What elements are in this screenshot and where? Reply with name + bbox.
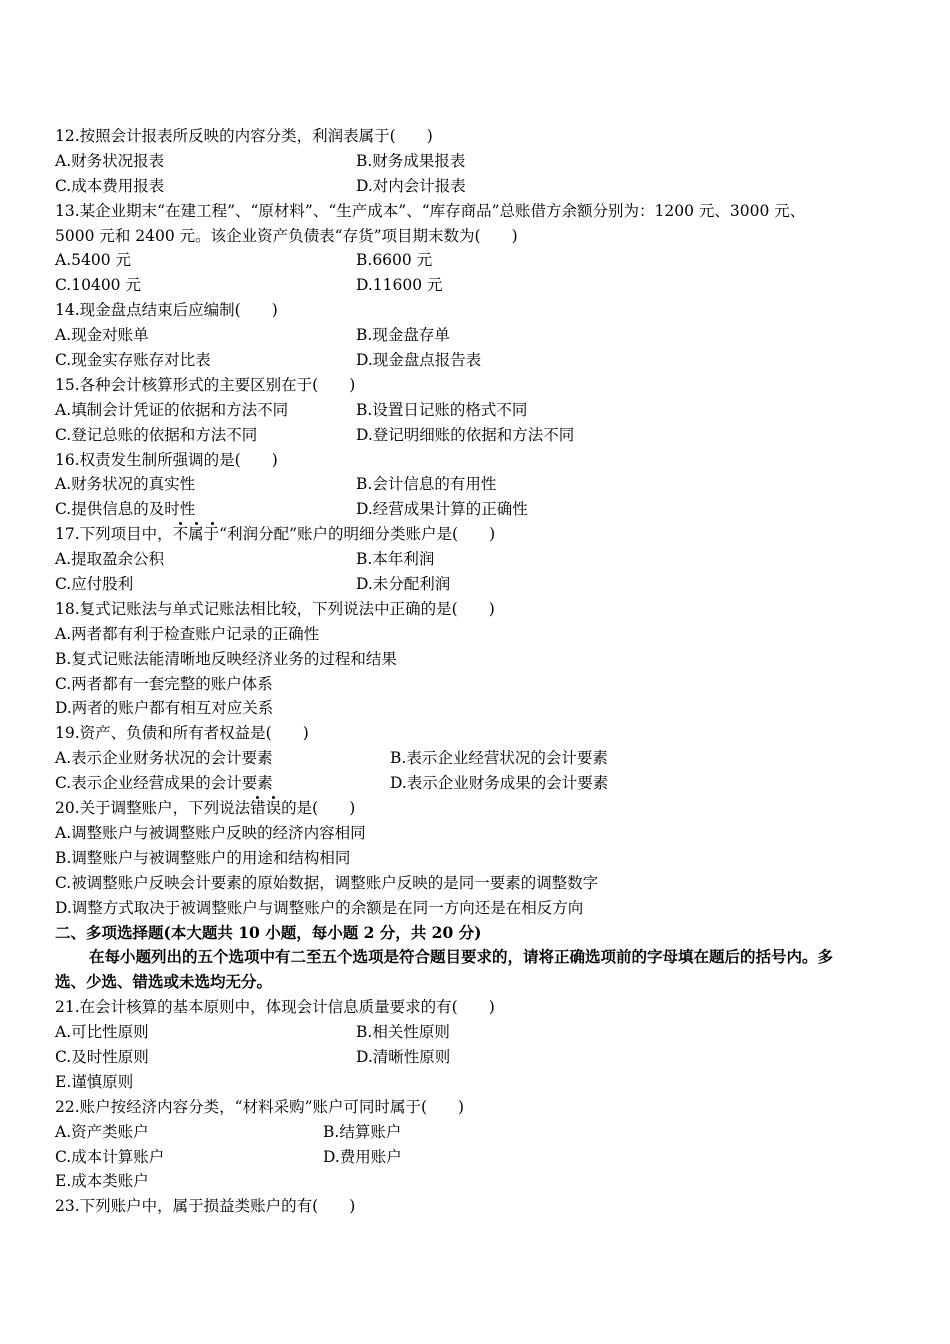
q16-option-a: A.财务状况的真实性 xyxy=(55,475,196,494)
q17-stem xyxy=(55,522,915,547)
q15-row1 xyxy=(55,398,915,423)
q21-stem: 21.在会计核算的基本原则中，体现会计信息质量要求的有( ) xyxy=(55,998,495,1017)
q20-option-c: C.被调整账户反映会计要素的原始数据，调整账户反映的是同一要素的调整数字 xyxy=(55,873,599,892)
emphasis-dot xyxy=(211,522,214,525)
q14-stem: 14.现金盘点结束后应编制( ) xyxy=(55,301,278,320)
q17-stem-pre: 17.下列项目中， xyxy=(55,525,173,544)
q14-option-a: A.现金对账单 xyxy=(55,326,149,345)
q14-row2 xyxy=(55,348,915,373)
q21-row1 xyxy=(55,1020,915,1045)
q12-option-b: B.财务成果报表 xyxy=(356,151,466,170)
q15-option-b: B.设置日记账的格式不同 xyxy=(356,400,528,419)
q21-option-e: E.谨慎原则 xyxy=(55,1072,134,1091)
q19-stem: 19.资产、负债和所有者权益是( ) xyxy=(55,724,309,743)
q15-option-a: A.填制会计凭证的依据和方法不同 xyxy=(55,400,289,419)
q20-emphasis xyxy=(250,799,281,817)
q15-option-c: C.登记总账的依据和方法不同 xyxy=(55,425,258,444)
q17-emphasis xyxy=(173,525,220,543)
q20-stem xyxy=(55,796,915,821)
section2-instruction-line2: 选、少选、错选或未选均无分。 xyxy=(55,972,273,992)
q12-stem: 12.按照会计报表所反映的内容分类，利润表属于( ) xyxy=(55,127,433,145)
q12-row2 xyxy=(55,174,915,199)
q21-option-c: C.及时性原则 xyxy=(55,1047,149,1066)
q17-option-b: B.本年利润 xyxy=(356,550,435,569)
q12-option-d: D.对内会计报表 xyxy=(356,176,466,195)
q13-stem-line1: 13.某企业期末“在建工程”、“原材料”、“生产成本”、“库存商品”总账借方余额分别为：1200 元、3000 元、 xyxy=(55,201,806,220)
q18-stem: 18.复式记账法与单式记账法相比较，下列说法中正确的是( ) xyxy=(55,599,495,618)
q18-option-d: D.两者的账户都有相互对应关系 xyxy=(55,699,274,718)
q22-option-c: C.成本计算账户 xyxy=(55,1147,165,1166)
q23-stem: 23.下列账户中，属于损益类账户的有( ) xyxy=(55,1197,356,1216)
q16-row1 xyxy=(55,472,915,497)
section2-instruction-line1: 在每小题列出的五个选项中有二至五个选项是符合题目要求的，请将正确选项前的字母填在题后的括号内。多 xyxy=(89,947,834,967)
q17-option-a: A.提取盈余公积 xyxy=(55,550,165,569)
q20-stem-emph: 错误 xyxy=(250,799,282,818)
q15-option-d: D.登记明细账的依据和方法不同 xyxy=(356,425,575,444)
q14-option-b: B.现金盘存单 xyxy=(356,326,450,345)
section2-title: 二、多项选择题(本大题共 10 小题，每小题 2 分，共 20 分) xyxy=(55,922,482,942)
q21-option-b: B.相关性原则 xyxy=(356,1023,450,1042)
q12-option-a: A.财务状况报表 xyxy=(55,151,165,170)
q22-option-e: E.成本类账户 xyxy=(55,1172,149,1191)
emphasis-dot xyxy=(195,522,198,525)
q14-row1 xyxy=(55,323,915,348)
q15-row2 xyxy=(55,423,915,448)
q13-stem-line2: 5000 元和 2400 元。该企业资产负债表“存货”项目期末数为( ) xyxy=(55,226,518,245)
q17-row2 xyxy=(55,572,915,597)
q14-option-d: D.现金盘点报告表 xyxy=(356,351,482,370)
q19-row2 xyxy=(55,771,915,796)
q18-option-b: B.复式记账法能清晰地反映经济业务的过程和结果 xyxy=(55,649,397,668)
q16-row2 xyxy=(55,497,915,522)
q22-option-d: D.费用账户 xyxy=(323,1147,402,1166)
q22-option-b: B.结算账户 xyxy=(323,1122,402,1141)
q17-option-d: D.未分配利润 xyxy=(356,575,451,594)
q22-stem: 22.账户按经济内容分类，“材料采购”账户可同时属于( ) xyxy=(55,1097,465,1116)
q13-option-c: C.10400 元 xyxy=(55,276,141,295)
q13-option-b: B.6600 元 xyxy=(356,251,433,270)
exam-page xyxy=(55,124,915,1219)
q18-option-a: A.两者都有利于检查账户记录的正确性 xyxy=(55,624,320,643)
q19-option-a: A.表示企业财务状况的会计要素 xyxy=(55,749,273,768)
q20-stem-post: 的是( ) xyxy=(281,799,356,818)
q13-option-d: D.11600 元 xyxy=(356,276,443,295)
q19-option-c: C.表示企业经营成果的会计要素 xyxy=(55,774,273,793)
q16-option-d: D.经营成果计算的正确性 xyxy=(356,500,528,519)
q13-option-a: A.5400 元 xyxy=(55,251,131,270)
q13-row1 xyxy=(55,248,915,273)
q15-stem: 15.各种会计核算形式的主要区别在于( ) xyxy=(55,375,356,394)
q20-stem-pre: 20.关于调整账户，下列说法 xyxy=(55,799,251,818)
q21-option-d: D.清晰性原则 xyxy=(356,1047,451,1066)
q14-option-c: C.现金实存账存对比表 xyxy=(55,351,211,370)
q12-row1 xyxy=(55,149,915,174)
q20-option-a: A.调整账户与被调整账户反映的经济内容相同 xyxy=(55,823,366,842)
q16-option-b: B.会计信息的有用性 xyxy=(356,475,497,494)
q19-option-d: D.表示企业财务成果的会计要素 xyxy=(390,774,609,793)
q12-option-c: C.成本费用报表 xyxy=(55,176,165,195)
q21-option-a: A.可比性原则 xyxy=(55,1023,149,1042)
q16-stem: 16.权责发生制所强调的是( ) xyxy=(55,450,278,469)
q19-option-b: B.表示企业经营状况的会计要素 xyxy=(390,749,608,768)
q17-stem-post: “利润分配”账户的明细分类账户是( ) xyxy=(219,525,496,544)
q21-row2 xyxy=(55,1045,915,1070)
q16-option-c: C.提供信息的及时性 xyxy=(55,500,196,519)
emphasis-dot xyxy=(179,522,182,525)
q22-option-a: A.资产类账户 xyxy=(55,1122,149,1141)
q17-stem-emph: 不属于 xyxy=(172,525,220,544)
q17-option-c: C.应付股利 xyxy=(55,575,134,594)
q22-row2 xyxy=(55,1145,915,1170)
q17-row1 xyxy=(55,547,915,572)
q20-option-d: D.调整方式取决于被调整账户与调整账户的余额是在同一方向还是在相反方向 xyxy=(55,898,584,917)
q18-option-c: C.两者都有一套完整的账户体系 xyxy=(55,674,273,693)
q13-row2 xyxy=(55,273,915,298)
q19-row1 xyxy=(55,746,915,771)
q20-option-b: B.调整账户与被调整账户的用途和结构相同 xyxy=(55,848,351,867)
q22-row1 xyxy=(55,1120,915,1145)
